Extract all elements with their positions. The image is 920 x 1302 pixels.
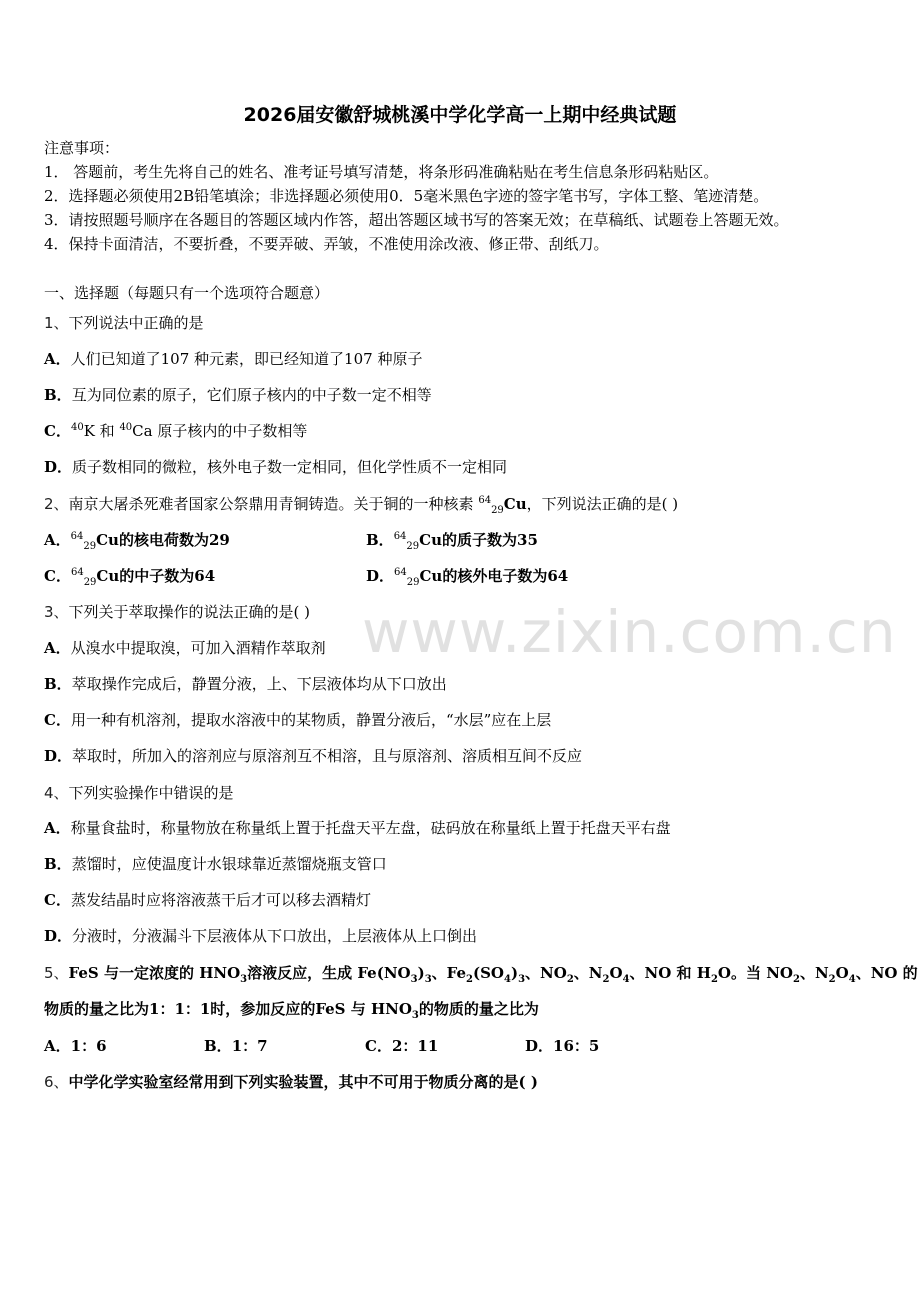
page-title: 2026届安徽舒城桃溪中学化学高一上期中经典试题 [243, 104, 677, 126]
mass-number: 64 [478, 495, 492, 506]
atomic-number: 29 [406, 541, 420, 552]
option-text: 的中子数为64 [119, 567, 216, 585]
option-label: A． [44, 531, 71, 549]
question-1 [44, 313, 204, 333]
subscript: 2 [466, 974, 473, 985]
question-number: 4、 [44, 784, 69, 802]
option-2a [44, 531, 230, 552]
question-stem: 溶液反应，生成 Fe(NO [247, 964, 411, 982]
option-3b [44, 674, 447, 694]
option-label: B． [44, 855, 72, 873]
question-stem: ) [510, 964, 519, 982]
subscript: 4 [848, 974, 856, 985]
option-1b [44, 385, 432, 405]
subscript: 2 [792, 974, 800, 985]
option-text: 1：7 [231, 1037, 268, 1055]
option-5c [365, 1036, 438, 1056]
notes-item: 2．选择题必须使用2B铅笔填涂；非选择题必须使用0．5毫米黑色字迹的签字笔书写，字体工整、笔迹清楚。 [44, 187, 769, 205]
notes-item: 3．请按照题号顺序在各题目的答题区域内作答，超出答题区域书写的答案无效；在草稿纸、试题卷上答题无效。 [44, 211, 789, 229]
option-2b [366, 530, 538, 550]
option-text: 称量食盐时，称量物放在称量纸上置于托盘天平左盘，砝码放在称量纸上置于托盘天平右盘 [70, 819, 671, 837]
subscript: 3 [240, 974, 248, 985]
element-symbol: Cu [96, 567, 120, 585]
question-stem: 、NO 的 [855, 964, 918, 982]
subscript: 3 [424, 974, 432, 985]
question-stem: 、N [573, 964, 603, 982]
mass-number: 64 [394, 567, 407, 578]
question-stem: 南京大屠杀死难者国家公祭鼎用青铜铸造。关于铜的一种核素 [68, 495, 479, 513]
question-stem: O [609, 964, 623, 982]
notes-item: 1． 答题前，考生先将自己的姓名、准考证号填写清楚，将条形码准确粘贴在考生信息条形码粘贴区。 [44, 163, 719, 181]
option-text: 的核外电子数为64 [442, 567, 569, 585]
option-label: B． [44, 386, 72, 404]
option-label: C． [365, 1037, 392, 1055]
atomic-number: 29 [406, 577, 420, 588]
question-stem: ，下列说法正确的是( ) [526, 495, 679, 513]
option-label: C． [44, 567, 71, 585]
question-5 [44, 963, 918, 983]
option-text: 的核电荷数为29 [118, 531, 230, 549]
element-symbol: Cu [419, 567, 443, 585]
option-label: D． [44, 747, 73, 765]
option-1a [44, 349, 422, 369]
option-3c [44, 710, 551, 730]
option-text: 分液时，分液漏斗下层液体从下口放出，上层液体从上口倒出 [72, 927, 478, 945]
option-text: 16：5 [553, 1037, 600, 1055]
option-5a [44, 1037, 107, 1055]
option-label: B． [366, 531, 394, 549]
question-number: 1、 [44, 314, 69, 332]
subscript: 2 [566, 974, 574, 985]
question-stem: 下列说法中正确的是 [68, 314, 204, 332]
subscript: 2 [602, 974, 610, 985]
option-text: K 和 [83, 422, 120, 440]
question-stem: ) [417, 964, 425, 982]
subscript: 2 [828, 974, 836, 985]
question-number: 6、 [44, 1073, 69, 1091]
question-stem: 、NO 和 H [629, 964, 711, 982]
subscript: 3 [518, 974, 526, 985]
option-text: Ca 原子核内的中子数相等 [132, 422, 308, 440]
option-3d [44, 746, 582, 766]
option-2c [44, 567, 216, 588]
atomic-number: 29 [83, 577, 97, 588]
question-5-line2 [44, 999, 539, 1019]
option-text: 人们已知道了107 种元素，即已经知道了107 种原子 [70, 350, 423, 368]
question-stem: O。当 NO [717, 964, 793, 982]
option-text: 质子数相同的微粒，核外电子数一定相同，但化学性质不一定相同 [72, 458, 508, 476]
option-label: A． [44, 350, 71, 368]
watermark: www.zixin.com.cn [362, 598, 897, 666]
option-4c [44, 890, 371, 910]
option-label: A． [44, 819, 71, 837]
notes-item: 4．保持卡面清洁，不要折叠，不要弄破、弄皱，不准使用涂改液、修正带、刮纸刀。 [44, 235, 609, 253]
atomic-number: 29 [83, 541, 97, 552]
element-symbol: Cu [503, 495, 527, 513]
option-1c [44, 421, 307, 441]
question-2 [44, 494, 678, 514]
option-5d [525, 1036, 599, 1056]
question-stem: FeS 与一定浓度的 HNO [68, 964, 241, 982]
option-text: 2：11 [391, 1037, 439, 1055]
element-symbol: Cu [419, 531, 443, 549]
subscript: 2 [710, 974, 718, 985]
option-text: 互为同位素的原子，它们原子核内的中子数一定不相等 [71, 386, 432, 404]
question-number: 3、 [44, 603, 69, 621]
option-label: D． [44, 927, 73, 945]
mass-number: 40 [70, 422, 84, 433]
option-label: C． [44, 711, 71, 729]
option-label: B． [204, 1037, 232, 1055]
subscript: 4 [622, 974, 630, 985]
options-5 [44, 1036, 844, 1056]
option-text: 萃取操作完成后，静置分液，上、下层液体均从下口放出 [71, 675, 447, 693]
mass-number: 64 [70, 567, 84, 578]
notes-heading: 注意事项： [44, 139, 120, 157]
options-2cd [44, 566, 884, 586]
option-4d [44, 926, 477, 946]
subscript: 4 [504, 974, 511, 985]
question-stem: 的物质的量之比为 [418, 1000, 539, 1018]
option-3a [44, 638, 326, 658]
option-text: 从溴水中提取溴，可加入酒精作萃取剂 [70, 639, 326, 657]
subscript: 3 [411, 1010, 419, 1021]
option-label: D． [366, 567, 395, 585]
question-6 [44, 1072, 538, 1092]
question-stem: 物质的量之比为1：1：1时，参加反应的FeS 与 HNO [44, 1000, 412, 1018]
option-label: C． [44, 891, 71, 909]
question-stem: 下列关于萃取操作的说法正确的是( ) [68, 603, 311, 621]
option-2d [366, 566, 568, 586]
option-text: 蒸馏时，应使温度计水银球靠近蒸馏烧瓶支管口 [71, 855, 387, 873]
section-heading: 一、选择题（每题只有一个选项符合题意） [44, 284, 330, 302]
option-label: D． [525, 1037, 554, 1055]
mass-number: 64 [70, 531, 84, 542]
question-stem: O [835, 964, 849, 982]
mass-number: 40 [119, 422, 133, 433]
option-5b [204, 1036, 268, 1056]
options-2ab [44, 530, 884, 550]
option-text: 用一种有机溶剂，提取水溶液中的某物质，静置分液后，“水层”应在上层 [70, 711, 552, 729]
question-stem: (SO [473, 964, 504, 982]
question-stem: 下列实验操作中错误的是 [68, 784, 234, 802]
subscript: 3 [410, 974, 418, 985]
question-number: 2、 [44, 495, 69, 513]
option-label: A． [44, 639, 71, 657]
element-symbol: Cu [96, 531, 119, 549]
mass-number: 64 [393, 531, 407, 542]
atomic-number: 29 [491, 505, 504, 516]
option-4b [44, 854, 387, 874]
question-stem: 、N [799, 964, 829, 982]
option-1d [44, 457, 507, 477]
option-text: 1：6 [70, 1037, 107, 1055]
question-number: 5、 [44, 964, 69, 982]
question-stem: 中学化学实验室经常用到下列实验装置，其中不可用于物质分离的是( ) [68, 1073, 538, 1091]
option-label: B． [44, 675, 72, 693]
option-text: 萃取时，所加入的溶剂应与原溶剂互不相溶，且与原溶剂、溶质相互间不反应 [72, 747, 583, 765]
question-3 [44, 602, 310, 622]
option-label: C． [44, 422, 71, 440]
option-label: A． [44, 1037, 71, 1055]
question-stem: 、Fe [431, 964, 467, 982]
option-text: 的质子数为35 [442, 531, 538, 549]
option-text: 蒸发结晶时应将溶液蒸干后才可以移去酒精灯 [70, 891, 371, 909]
question-stem: 、NO [525, 964, 567, 982]
question-4 [44, 783, 234, 803]
option-4a [44, 818, 671, 838]
option-label: D． [44, 458, 73, 476]
